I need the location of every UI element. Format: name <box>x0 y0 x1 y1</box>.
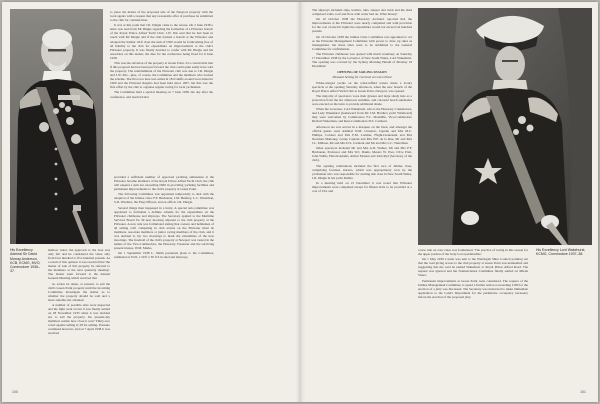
paragraph: It was at this point that J.R. Dingle came to the rescue. On 2 June 1938 a letter was read from Mr Dingle regarding the formation of a Pittwater branch of the Royal Prince Alfred Yacht Club. J.W. Ibis said that he had been in touch with Mr Dingle and if the club formed a branch at the Pittwater and adopted the Sabiler 18-ft class the sum of £500 would be forthcoming free of all liability to the club for expenditure on improvements to the club's Pittwater property. It was finally decided to confer with Mr Dingle and his associates on this matter, the date for the conference being fixed for 6 June 1938. <box>110 23 213 60</box>
portrait-caption: His Excellency Admiral Sir David Murray Anderson, KCB, KCMG, MVO, Commodore 1936–37. <box>10 248 41 274</box>
paragraph: The Committee held a special meeting on 7 June 1938, the day after the conference, and resolved that <box>110 90 213 99</box>
paragraph: This was the salvation of the property at Green Point. It is conceivable that if this proposal had not been put forward the club could quite easily have sold the property. The establishment of the Pittwater club was due to J.R. Dingle and J.W. Ibis—plus, of course, the Committee and the members who backed the scheme. The first race here was sailed in 18-ft skiffs around Lion Island in 1906 and the Pittwater Regatta had been held since 1907, but this was the first effort by the club to organise regular racing for local yachtsmen. <box>110 60 213 90</box>
article-heading: OPENING OF SAILING SEASON <box>337 70 387 75</box>
right-column-bottom <box>418 248 528 300</box>
quote-paragraph: When the Governor, Lord Wakehurst, who is the Honorary Commodore, and Lady Wakehurst (homeward from Mr J.M. Hardie's yacht Windward) they were welcomed by Commodore F.C. Markillie, Vice-Commodore Richard Waterman, and Rear-Commodore D.S. Carmont. <box>312 107 412 124</box>
paragraph: On 1 September 1938 L. Smith presented plans to the Committee, estimated at £525, a 50 ft x 30 ft 6 in shed and slipways, <box>114 251 214 260</box>
quote-paragraph: a new rule on crew rules was formulated: 'The practice of racing in this season for the upper portion of the body is not permissible.' <box>418 248 528 257</box>
paragraph: to place the matter of the proposed sale of the Newport property with the local agents with a request that any reasonable offer of purchase be submitted to the club for consideration. <box>110 10 213 23</box>
paragraph: On 1 May 1939 a letter was sent to the Warringah Shire Council pointing out that the road giving access to the club property at Green Point was unmetalled and suggesting that the road be named Wakehurst or Royal Prince Alfred Road. The request was ignored and the Nomenclature Committee finally settled on Mitala Street. <box>418 257 528 278</box>
left-column-top <box>110 10 213 100</box>
quote-paragraph: no action be taken, at present, to sell the club's Green Point property until the incoming Committee investigate the matter as to whether the property should be sold and a more suitable site obtained. <box>48 281 110 302</box>
quote-paragraph: provided a sufficient number of approved yachting enthusiasts at the Pittwater became members of the Royal Prince Alfred Yacht Club, the club will expend a sum not exceeding £600 in providing yachting facilities and permanent improvements to the club's property at Green Point. <box>114 175 214 192</box>
left-page <box>2 2 300 402</box>
quote-paragraph: Other specators included Mr and Mrs A.D. Walker, Mr and Mrs F.F. Buchanan, Professor and Mrs W.J. Dakin, Messrs W. Ewe, Clive Pratt, John Wallis, Harold Adams, Arthur Mosten and John Ryd (Secretary of the club). <box>312 146 412 163</box>
portrait-photo-wakehurst <box>418 8 592 245</box>
paragraph: Permanent improvements at Green Point were considered. The request of the Jubilee Management Committee to spend a further sum not exceeding £180 for the erection of a jetty was discussed. The Secretary was instructed to make immediate application to the Land's Department for the permissive occupancy necessary before the erection of the proposed jetty. <box>418 278 528 299</box>
page-number: 100 <box>12 390 18 394</box>
quote-paragraph: The majority of spectators wore their glasses and large shady hats as a protection from the hot afternoon sunshine, and coloured beach sunshades were erected on the lawn to provide additional shade. <box>312 94 412 107</box>
portrait-photo-anderson <box>10 9 103 244</box>
book-spread <box>2 2 598 402</box>
right-column-left <box>312 8 412 194</box>
paragraph: On 19 October 1938 the Jubilee Class Committee was appointed to act as the Pittwater Management Committee with power to draw up rules as management, but these rules were to be submitted to the General Committee for confirmation. <box>312 34 412 51</box>
left-column-mid <box>114 175 214 261</box>
paragraph: A number of possible sites were inspected and the fight went on but it was finally settled on 28 November 1935 when it was decided not to sell the property. Do present-day members realize how close it was? Thirty-two voted against selling it; 28 for selling. Pressure continued however, and on 7 April 1938 it was resolved <box>48 302 110 336</box>
portrait-caption: His Excellency Lord Wakehurst, KCMG, Commodore 1937–38. <box>536 248 586 257</box>
paragraph: In a meeting held on 21 December it was noted that Pittwater improvements were completed except for fifteen bolts to be provided at a cost of £34, and <box>312 180 412 193</box>
paragraph: The opening celebrations included the first race of Jubilee class, comprising fourteen starters, which was appropriately won by the yachtsman who was responsible for starting this class in New South Wales, J.R. Dingle in his yacht Kimbo. <box>312 163 412 180</box>
paragraph: Several things then happened in a hurry. A special sub-committee was appointed to formulate a definite scheme for the expenditure on the Pittwater clubhouse and slipways. The Secretary applied to the Maritime Services Board for 30 new mooring adjacent to the club property at the Pittwater. A new rule was formulated stating that owners and helmsmen of all sailing craft competing in club events on the Pittwater must be members, associate members or junior racing members of the club, and it was decided to lay two moorings to mark the extremities of the new moorings. The freehold of the club's property at Newport was vested in the names of the Vice-Commodore, the Honorary Treasurer and the surviving present trustee, W.M. Marks. <box>114 205 214 251</box>
paragraph: shallow water, the approach to the boat was only fair and he considered the value only from four hundred to five hundred pounds. As a result of this opinion it was resolved that 'the matter of sale of this property be referred to the members at the next quarterly meeting'. The matter went forward to the Annual General Meeting which resolved that <box>48 248 110 281</box>
paragraph: The slipways included slips, trestles, rails, sleeper and truck and the shed comprised walls, roof and floor with water laid on. What luxury! <box>312 8 412 17</box>
right-page <box>300 2 598 402</box>
paragraph: The following Committee was appointed temporarily to deal with the adoption of the Jubilee class: F.F. Buchanan, J.M. Henfrey, L.C. Waterman, S.D. Wardlaw, the Flag Officers, and ex-officio J.R. Dingle. <box>114 192 214 205</box>
paragraph: On 10 October 1938 the Honorary Architect reported that the improvements at the Pittwater were nearly completed and with provision for the cost of electric lights the expenditure would not exceed six hundred pounds. <box>312 17 412 34</box>
page-number: 101 <box>580 390 586 394</box>
left-column-bottom <box>48 248 110 337</box>
quote-paragraph: White-winged yachts on the wind-ruffled waters made a lovely spectacle at the opening Saturday afternoon, when the new branch of the Royal Prince Alfred Yacht Club at Green Point, Newport, was opened. <box>312 80 412 93</box>
paragraph: The Pittwater clubhouse was opened with much ceremony on Saturday 17 December 1938 by the Governor of New South Wales, Lord Wakehurst. The opening was covered by the Sydney Morning Herald of Monday 19 December: <box>312 52 412 69</box>
quote-paragraph: Afternoon tea was served in a marquee on the lawn, and amongst the official guests were Admiral W.M. Clarence, Captain and Mrs M.C. Phillips, Colonel and Mrs F.M. Lorimer, Flight-Lieutenant and Mrs Newman Mahoney, Group Captain and Mrs H.F. de la Rue, Mr and Mrs J.L. Millson, Mr and Mrs D.S. Carmont and Mr and Mrs L.C. Waterman. <box>312 124 412 145</box>
article-subheading: Pleasant Setting for Carnival at Green Point <box>332 75 392 80</box>
